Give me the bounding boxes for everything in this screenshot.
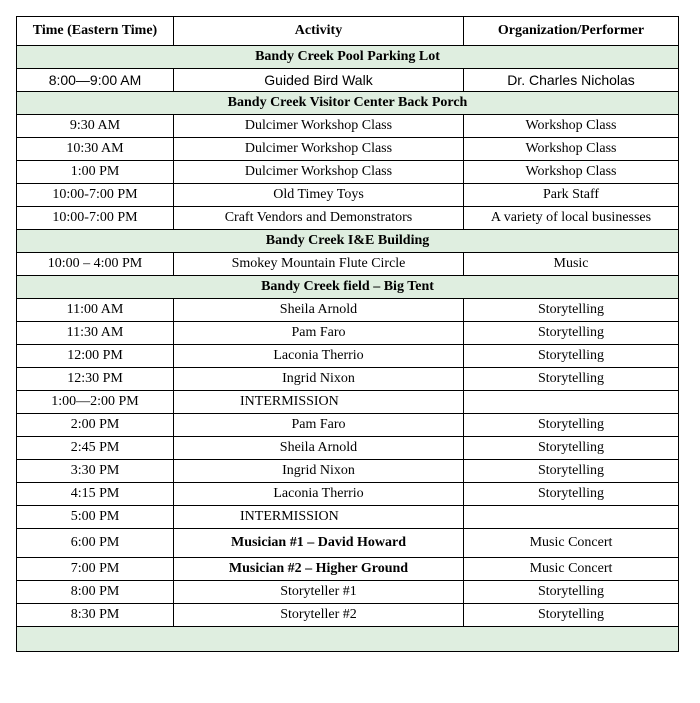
activity-cell: Sheila Arnold: [174, 299, 464, 322]
time-cell: 12:00 PM: [17, 345, 174, 368]
activity-cell: Craft Vendors and Demonstrators: [174, 207, 464, 230]
schedule-row: [17, 437, 679, 460]
footer-bar: [17, 627, 679, 652]
activity-cell: Storyteller #2: [174, 604, 464, 627]
activity-cell: Laconia Therrio: [174, 483, 464, 506]
organization-cell: Music Concert: [464, 558, 679, 581]
schedule-row: [17, 581, 679, 604]
activity-cell: Sheila Arnold: [174, 437, 464, 460]
time-cell: 1:00 PM: [17, 161, 174, 184]
organization-cell: Storytelling: [464, 604, 679, 627]
section-row: [17, 46, 679, 69]
schedule-row: [17, 322, 679, 345]
time-cell: 4:15 PM: [17, 483, 174, 506]
activity-cell: Musician #1 – David Howard: [174, 529, 464, 558]
organization-cell: [464, 391, 679, 414]
time-cell: 10:00-7:00 PM: [17, 184, 174, 207]
schedule-row: [17, 506, 679, 529]
schedule-row: [17, 299, 679, 322]
organization-cell: Storytelling: [464, 322, 679, 345]
activity-cell: Smokey Mountain Flute Circle: [174, 253, 464, 276]
organization-cell: Storytelling: [464, 460, 679, 483]
activity-cell: Guided Bird Walk: [174, 69, 464, 92]
activity-cell: Pam Faro: [174, 322, 464, 345]
schedule-row: [17, 253, 679, 276]
time-cell: 12:30 PM: [17, 368, 174, 391]
section-title: Bandy Creek field – Big Tent: [17, 276, 679, 299]
schedule-row: [17, 460, 679, 483]
organization-cell: [464, 506, 679, 529]
schedule-row: [17, 414, 679, 437]
section-row: [17, 230, 679, 253]
activity-cell: Musician #2 – Higher Ground: [174, 558, 464, 581]
footer-row: [17, 627, 679, 652]
activity-cell: Ingrid Nixon: [174, 460, 464, 483]
time-cell: 9:30 AM: [17, 115, 174, 138]
schedule-row: [17, 604, 679, 627]
schedule-row: [17, 529, 679, 558]
time-cell: 3:30 PM: [17, 460, 174, 483]
section-title: Bandy Creek Visitor Center Back Porch: [17, 92, 679, 115]
organization-cell: Music: [464, 253, 679, 276]
schedule-row: [17, 69, 679, 92]
organization-cell: Storytelling: [464, 437, 679, 460]
schedule-row: [17, 345, 679, 368]
schedule-table: [16, 16, 679, 652]
time-cell: 2:45 PM: [17, 437, 174, 460]
activity-cell: Storyteller #1: [174, 581, 464, 604]
header-time: Time (Eastern Time): [17, 17, 174, 46]
schedule-row: [17, 368, 679, 391]
section-row: [17, 276, 679, 299]
organization-cell: Storytelling: [464, 581, 679, 604]
schedule-row: [17, 483, 679, 506]
time-cell: 10:00-7:00 PM: [17, 207, 174, 230]
section-row: [17, 92, 679, 115]
schedule-row: [17, 115, 679, 138]
schedule-row: [17, 161, 679, 184]
time-cell: 8:00 PM: [17, 581, 174, 604]
time-cell: 11:00 AM: [17, 299, 174, 322]
organization-cell: Storytelling: [464, 368, 679, 391]
schedule-body: [17, 46, 679, 627]
organization-cell: A variety of local businesses: [464, 207, 679, 230]
schedule-row: [17, 558, 679, 581]
time-cell: 8:00—9:00 AM: [17, 69, 174, 92]
activity-cell: Dulcimer Workshop Class: [174, 115, 464, 138]
schedule-row: [17, 138, 679, 161]
organization-cell: Storytelling: [464, 299, 679, 322]
time-cell: 8:30 PM: [17, 604, 174, 627]
activity-cell: INTERMISSION: [174, 391, 464, 414]
schedule-row: [17, 184, 679, 207]
time-cell: 10:00 – 4:00 PM: [17, 253, 174, 276]
section-title: Bandy Creek I&E Building: [17, 230, 679, 253]
organization-cell: Park Staff: [464, 184, 679, 207]
activity-cell: Dulcimer Workshop Class: [174, 138, 464, 161]
organization-cell: Workshop Class: [464, 161, 679, 184]
time-cell: 5:00 PM: [17, 506, 174, 529]
header-organization: Organization/Performer: [464, 17, 679, 46]
time-cell: 6:00 PM: [17, 529, 174, 558]
activity-cell: Pam Faro: [174, 414, 464, 437]
header-row: [17, 17, 679, 46]
organization-cell: Storytelling: [464, 345, 679, 368]
header-activity: Activity: [174, 17, 464, 46]
time-cell: 2:00 PM: [17, 414, 174, 437]
organization-cell: Music Concert: [464, 529, 679, 558]
time-cell: 7:00 PM: [17, 558, 174, 581]
time-cell: 11:30 AM: [17, 322, 174, 345]
organization-cell: Workshop Class: [464, 115, 679, 138]
activity-cell: Dulcimer Workshop Class: [174, 161, 464, 184]
time-cell: 10:30 AM: [17, 138, 174, 161]
organization-cell: Dr. Charles Nicholas: [464, 69, 679, 92]
activity-cell: INTERMISSION: [174, 506, 464, 529]
organization-cell: Storytelling: [464, 414, 679, 437]
section-title: Bandy Creek Pool Parking Lot: [17, 46, 679, 69]
time-cell: 1:00—2:00 PM: [17, 391, 174, 414]
organization-cell: Storytelling: [464, 483, 679, 506]
organization-cell: Workshop Class: [464, 138, 679, 161]
schedule-row: [17, 391, 679, 414]
activity-cell: Ingrid Nixon: [174, 368, 464, 391]
activity-cell: Laconia Therrio: [174, 345, 464, 368]
schedule-row: [17, 207, 679, 230]
activity-cell: Old Timey Toys: [174, 184, 464, 207]
